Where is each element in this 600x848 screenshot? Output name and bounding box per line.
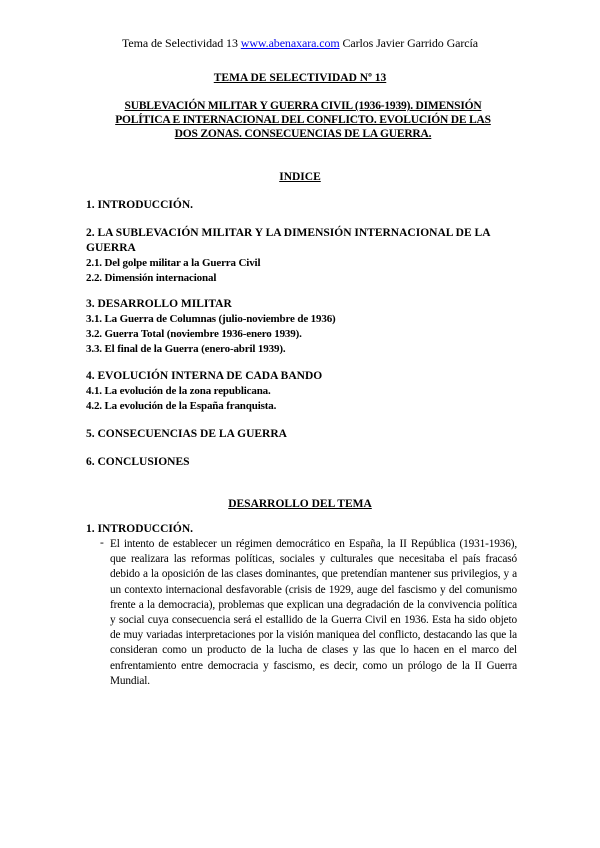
index-subitem: 4.1. La evolución de la zona republicana. (86, 385, 271, 397)
document-title: TEMA DE SELECTIVIDAD Nº 13 (213, 72, 387, 84)
index-heading: INDICE (279, 171, 321, 183)
index-section-2 (86, 226, 526, 286)
header-prefix: Tema de Selectividad 13 (122, 36, 238, 50)
page-header (0, 36, 600, 51)
index-section-title: 3. DESARROLLO MILITAR (86, 298, 232, 310)
index-section-title: 4. EVOLUCIÓN INTERNA DE CADA BANDO (86, 370, 323, 382)
index-subitem: 3.3. El final de la Guerra (enero-abril 1939). (86, 343, 286, 355)
index-section-6 (86, 455, 526, 470)
index-section-title: 5. CONSECUENCIAS DE LA GUERRA (86, 428, 287, 440)
index-section-5 (86, 427, 526, 442)
index-section-1 (86, 198, 526, 213)
index-subitem: 4.2. La evolución de la España franquista. (86, 400, 277, 412)
intro-heading: 1. INTRODUCCIÓN. (86, 523, 194, 535)
index-subitem: 3.2. Guerra Total (noviembre 1936-enero 1939). (86, 328, 302, 340)
index-section-title: 2. LA SUBLEVACIÓN MILITAR Y LA DIMENSIÓN INTERNACIONAL DE LA GUERRA (86, 227, 490, 254)
intro-paragraph: El intento de establecer un régimen democrático en España, la II República (1931-1936), que realizara las reformas políticas, sociales y culturales que necesitaba el país fracasó debido a la oposición de las clases dominantes, que pretendían mantener sus privilegios, y a un contexto internacional desfavorable (crisis de 1929, auge del fascismo y del comunismo frente a la democracia), problemas que explican una degradación de la convivencia política y social cuya consecuencia será el estallido de la Guerra Civil en 1936. Esta ha sido objeto de muy variadas interpretaciones por la visión maniquea del conflicto, destacando las que la consideran como un producto de la lucha de clases y las que lo hacen en el marco del enfrentamiento entre democracia y fascismo, es decir, como un prólogo de la II Guerra Mundial. (110, 538, 517, 687)
document-subtitle: SUBLEVACIÓN MILITAR Y GUERRA CIVIL (1936-1939). DIMENSIÓN POLÍTICA E INTERNACIONAL DEL CONFLICTO. EVOLUCIÓN DE LAS DOS ZONAS. CONSECUENCIAS DE LA GUERRA. (115, 100, 491, 140)
development-heading: DESARROLLO DEL TEMA (228, 498, 372, 510)
index-subitem: 3.1. La Guerra de Columnas (julio-noviembre de 1936) (86, 313, 336, 325)
header-author: Carlos Javier Garrido García (342, 36, 478, 50)
index-section-title: 6. CONCLUSIONES (86, 456, 190, 468)
index-section-4 (86, 369, 526, 414)
index-subitem: 2.1. Del golpe militar a la Guerra Civil (86, 257, 261, 269)
header-link[interactable]: www.abenaxara.com (240, 36, 340, 50)
index-section-3 (86, 297, 526, 357)
index-section-title: 1. INTRODUCCIÓN. (86, 199, 194, 211)
index-subitem: 2.2. Dimensión internacional (86, 272, 217, 284)
bullet-dash: - (100, 537, 104, 549)
